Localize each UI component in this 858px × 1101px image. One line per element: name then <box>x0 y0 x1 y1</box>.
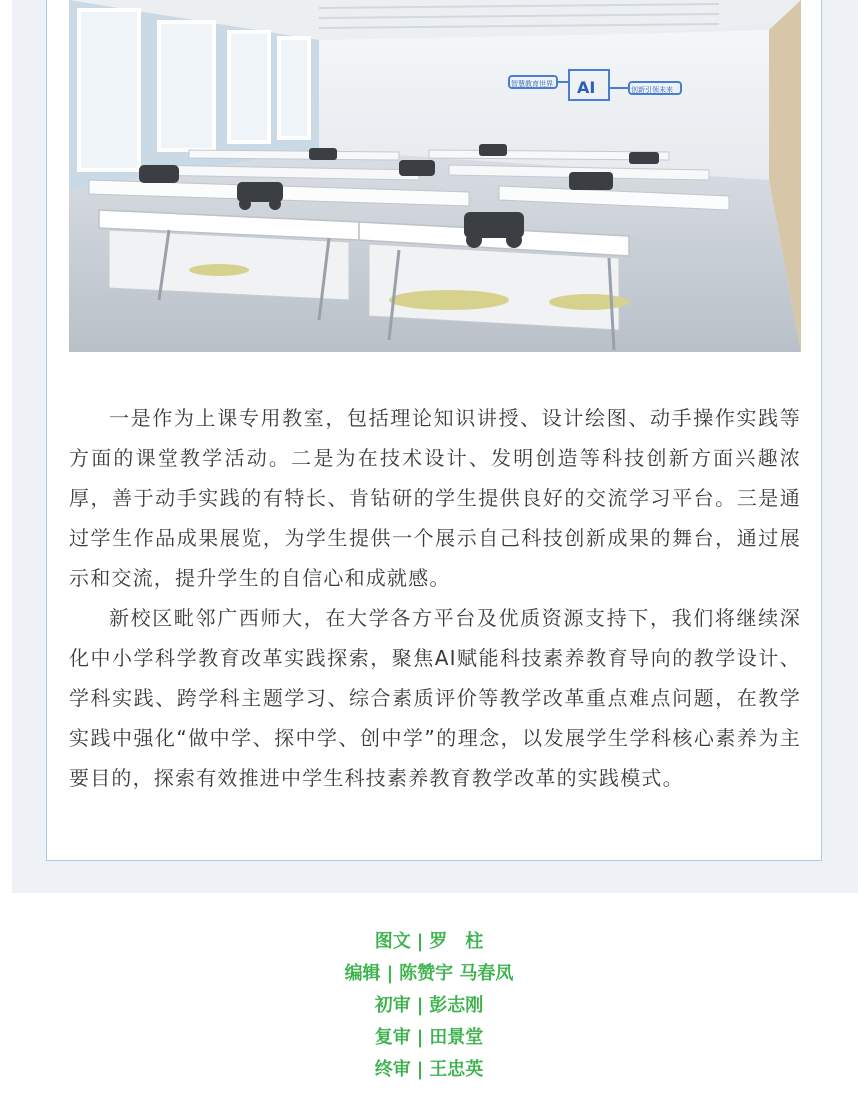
wall-text-right: 创新引领未来 <box>631 86 673 94</box>
paragraph-1: 一是作为上课专用教室，包括理论知识讲授、设计绘图、动手操作实践等方面的课堂教学活动。二是为在技术设计、发明创造等科技创新方面兴趣浓厚，善于动手实践的有特长、肯钻研的学生提供良好的交流学习平台。三是通过学生作品成果展览，为学生提供一个展示自己科技创新成果的舞台，通过展示和交流，提升学生的自信心和成就感。 <box>69 406 801 590</box>
credits-block <box>0 926 858 1086</box>
credit-line-second-review: 复审 | 田景堂 <box>374 1027 484 1048</box>
paragraph-2: 新校区毗邻广西师大，在大学各方平台及优质资源支持下，我们将继续深化中小学科学教育改革实践探索，聚焦AI赋能科技素养教育导向的教学设计、学科实践、跨学科主题学习、综合素质评价等教学改革重点难点问题，在教学实践中强化“做中学、探中学、创中学”的理念，以发展学生学科核心素养为主要目的，探索有效推进中学生科技素养教育教学改革的实践模式。 <box>69 606 801 790</box>
article-card <box>46 0 822 861</box>
credit-line-final-review: 终审 | 王忠英 <box>374 1059 484 1080</box>
credit-line-editor: 编辑 | 陈赞宇 马春凤 <box>344 963 514 984</box>
credit-line-first-review: 初审 | 彭志刚 <box>374 995 484 1016</box>
article-body <box>69 398 801 798</box>
wall-ai-text: AI <box>577 78 596 97</box>
wall-text-left: 智慧教育世界 <box>511 80 553 88</box>
classroom-photo <box>69 0 801 352</box>
credit-line-graphics: 图文 | 罗 柱 <box>374 931 484 952</box>
